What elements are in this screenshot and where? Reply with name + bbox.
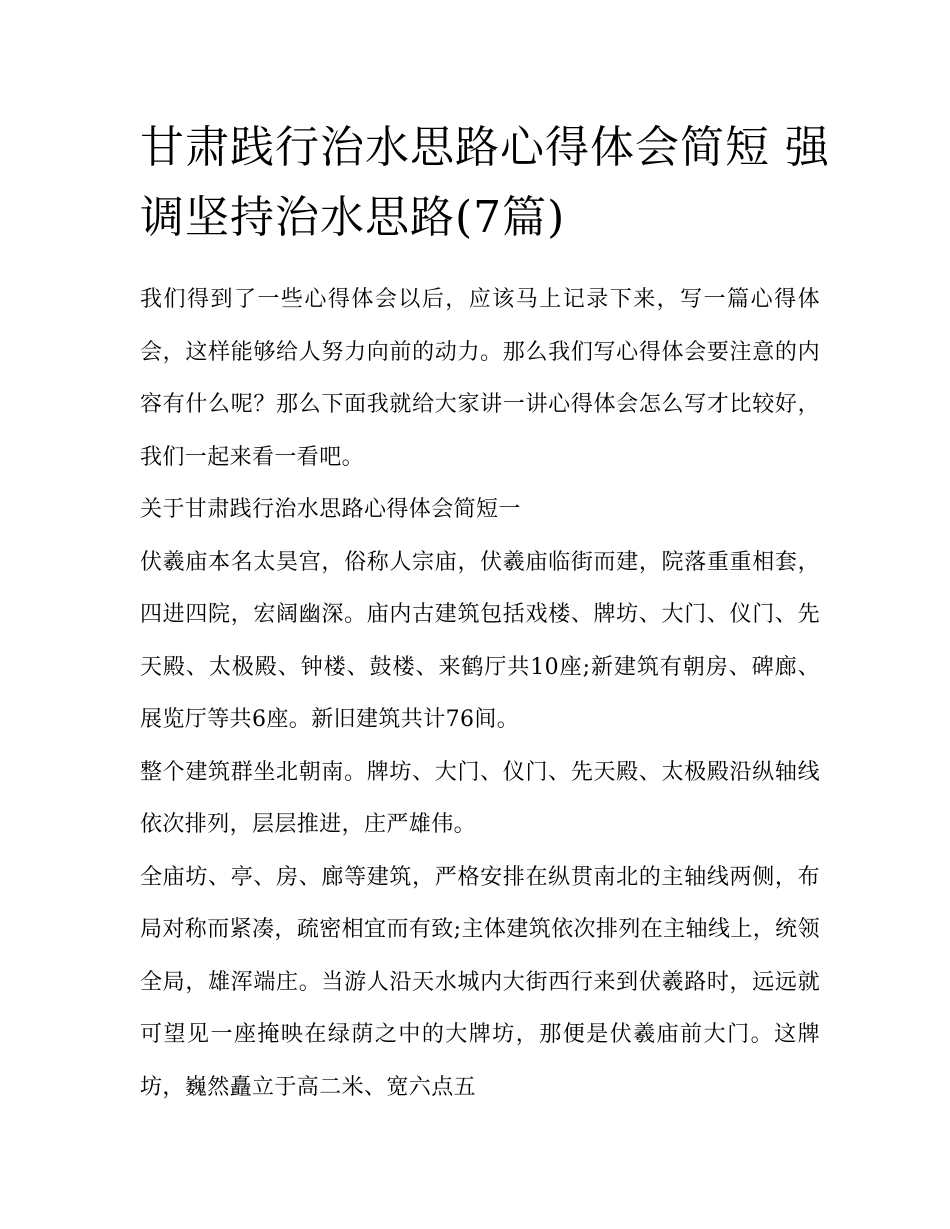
body-paragraph: 伏羲庙本名太昊宫，俗称人宗庙，伏羲庙临街而建，院落重重相套，四进四院，宏阔幽深。庙内古建筑包括戏楼、牌坊、大门、仪门、先天殿、太极殿、钟楼、鼓楼、来鹤厅共10座;新建筑有朝房、碑廊、展览厅等共6座。新旧建筑共计76间。 — [140, 549, 820, 732]
body-paragraph: 全庙坊、亭、房、廊等建筑，严格安排在纵贯南北的主轴线两侧，布局对称而紧凑，疏密相宜而有致;主体建筑依次排列在主轴线上，统领全局，雄浑端庄。当游人沿天水城内大街西行来到伏羲路时，远远就可望见一座掩映在绿荫之中的大牌坊，那便是伏羲庙前大门。这牌坊，巍然矗立于高二米、宽六点五 — [140, 864, 820, 1100]
intro-paragraph: 我们得到了一些心得体会以后，应该马上记录下来，写一篇心得体会，这样能够给人努力向前的动力。那么我们写心得体会要注意的内容有什么呢？那么下面我就给大家讲一讲心得体会怎么写才比较好，我们一起来看一看吧。 — [140, 287, 820, 470]
document-title: 甘肃践行治水思路心得体会简短 强调坚持治水思路(7篇) — [140, 122, 830, 243]
document-body — [140, 274, 820, 1114]
body-paragraph: 整个建筑群坐北朝南。牌坊、大门、仪门、先天殿、太极殿沿纵轴线依次排列，层层推进，庄严雄伟。 — [140, 759, 820, 837]
section-heading: 关于甘肃践行治水思路心得体会简短一 — [140, 497, 521, 522]
